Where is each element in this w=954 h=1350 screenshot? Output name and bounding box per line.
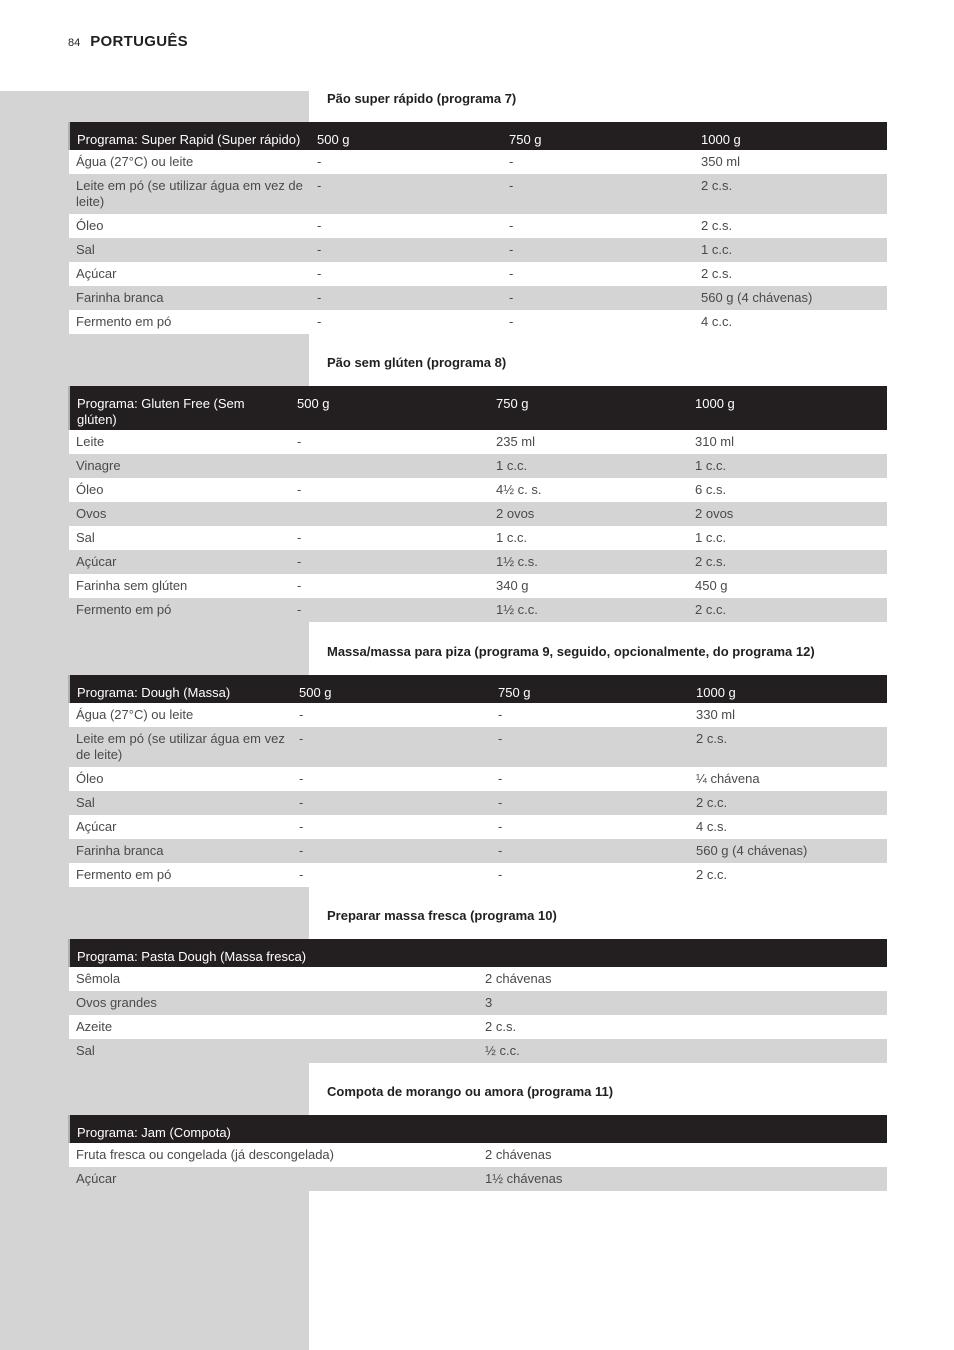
table-cell: - <box>292 863 491 887</box>
table-header-row <box>69 1115 887 1143</box>
table-cell: - <box>310 238 502 262</box>
column-header: Programa: Dough (Massa) <box>69 675 292 703</box>
section-title: Pão sem glúten (programa 8) <box>327 355 507 370</box>
table-row <box>69 310 887 334</box>
table-row <box>69 767 887 791</box>
table-cell: Sal <box>69 238 310 262</box>
table-cell: - <box>290 526 489 550</box>
section-title: Pão super rápido (programa 7) <box>327 91 517 106</box>
table-cell: - <box>502 286 694 310</box>
table-cell: - <box>292 767 491 791</box>
table-cell: 2 chávenas <box>478 967 887 991</box>
table-cell: - <box>502 214 694 238</box>
table-header-row <box>69 675 887 703</box>
table-cell: - <box>290 430 489 454</box>
table-cell: 1 c.c. <box>688 454 887 478</box>
table-cell: Sal <box>69 791 292 815</box>
table-row <box>69 550 887 574</box>
column-header: Programa: Gluten Free (Sem glúten) <box>69 386 290 430</box>
table-cell: Leite <box>69 430 290 454</box>
table-cell: - <box>290 550 489 574</box>
table-cell: - <box>310 214 502 238</box>
table-cell: 2 c.s. <box>694 174 887 214</box>
column-header: Programa: Jam (Compota) <box>69 1115 887 1143</box>
table-cell: 560 g (4 chávenas) <box>694 286 887 310</box>
table-cell: Açúcar <box>69 550 290 574</box>
table-row <box>69 1167 887 1191</box>
table-cell: - <box>310 286 502 310</box>
table-row <box>69 703 887 727</box>
table-row <box>69 286 887 310</box>
recipe-section-gluten-free <box>68 355 886 622</box>
column-header: 750 g <box>491 675 689 703</box>
table-cell: - <box>292 703 491 727</box>
page-header <box>68 33 188 50</box>
table-header-row <box>69 122 887 150</box>
table-cell: - <box>502 310 694 334</box>
table-cell: 340 g <box>489 574 688 598</box>
column-header: 500 g <box>292 675 491 703</box>
column-header: Programa: Pasta Dough (Massa fresca) <box>69 939 887 967</box>
table-row <box>69 214 887 238</box>
table-cell: Fruta fresca ou congelada (já descongelada) <box>69 1143 478 1167</box>
table-cell: 235 ml <box>489 430 688 454</box>
recipe-section-pasta-dough <box>68 908 886 1063</box>
table-cell: - <box>491 703 689 727</box>
table-cell: - <box>491 767 689 791</box>
table-cell: 1 c.c. <box>694 238 887 262</box>
table-cell <box>290 454 489 478</box>
table-cell: Farinha branca <box>69 286 310 310</box>
table-cell: 2 c.s. <box>689 727 887 767</box>
table-cell: Ovos <box>69 502 290 526</box>
table-row <box>69 262 887 286</box>
table-cell: Leite em pó (se utilizar água em vez de leite) <box>69 727 292 767</box>
table-cell: ½ c.c. <box>478 1039 887 1063</box>
table-row <box>69 574 887 598</box>
table-cell: Azeite <box>69 1015 478 1039</box>
column-header: 750 g <box>502 122 694 150</box>
table-row <box>69 174 887 214</box>
table-header-row <box>69 939 887 967</box>
table-row <box>69 1015 887 1039</box>
table-row <box>69 863 887 887</box>
table-cell: - <box>502 174 694 214</box>
table-cell: Sêmola <box>69 967 478 991</box>
table-cell: 1½ chávenas <box>478 1167 887 1191</box>
recipe-section-jam <box>68 1084 886 1191</box>
table-cell: Açúcar <box>69 815 292 839</box>
table-cell: Farinha sem glúten <box>69 574 290 598</box>
column-header: 500 g <box>310 122 502 150</box>
column-header: 1000 g <box>688 386 887 430</box>
table-cell: Fermento em pó <box>69 598 290 622</box>
table-cell: - <box>292 839 491 863</box>
table-cell: 4 c.s. <box>689 815 887 839</box>
table-cell: - <box>502 150 694 174</box>
table-cell <box>290 502 489 526</box>
table-cell: Óleo <box>69 214 310 238</box>
table-row <box>69 150 887 174</box>
table-cell: Óleo <box>69 478 290 502</box>
page-number: 84 <box>68 37 81 49</box>
table-cell: 3 <box>478 991 887 1015</box>
table-cell: - <box>290 574 489 598</box>
table-cell: 330 ml <box>689 703 887 727</box>
table-cell: 4½ c. s. <box>489 478 688 502</box>
table-cell: 1 c.c. <box>489 526 688 550</box>
table-cell: - <box>310 174 502 214</box>
table-cell: Óleo <box>69 767 292 791</box>
table-cell: - <box>491 727 689 767</box>
table-row <box>69 238 887 262</box>
table-row <box>69 727 887 767</box>
recipe-table <box>68 122 887 334</box>
table-row <box>69 454 887 478</box>
column-header: 500 g <box>290 386 489 430</box>
table-cell: 2 c.s. <box>478 1015 887 1039</box>
table-row <box>69 839 887 863</box>
column-header: 1000 g <box>689 675 887 703</box>
table-cell: ¼ chávena <box>689 767 887 791</box>
table-cell: Açúcar <box>69 1167 478 1191</box>
recipe-section-super-rapid <box>68 91 886 334</box>
table-cell: - <box>310 262 502 286</box>
table-cell: 1 c.c. <box>489 454 688 478</box>
table-row <box>69 598 887 622</box>
table-cell: Água (27°C) ou leite <box>69 150 310 174</box>
table-cell: 2 c.s. <box>694 262 887 286</box>
recipe-table <box>68 1115 887 1191</box>
table-cell: Sal <box>69 526 290 550</box>
table-row <box>69 791 887 815</box>
table-row <box>69 502 887 526</box>
table-row <box>69 430 887 454</box>
table-cell: Fermento em pó <box>69 310 310 334</box>
table-cell: - <box>310 150 502 174</box>
table-cell: Açúcar <box>69 262 310 286</box>
recipe-table <box>68 675 887 887</box>
column-header: Programa: Super Rapid (Super rápido) <box>69 122 310 150</box>
table-cell: - <box>491 815 689 839</box>
table-cell: 450 g <box>688 574 887 598</box>
recipe-section-dough <box>68 644 886 887</box>
table-row <box>69 967 887 991</box>
table-cell: 350 ml <box>694 150 887 174</box>
section-title: Compota de morango ou amora (programa 11) <box>327 1084 614 1099</box>
table-row <box>69 815 887 839</box>
recipe-table <box>68 386 887 622</box>
table-cell: 310 ml <box>688 430 887 454</box>
table-cell: - <box>292 727 491 767</box>
table-cell: - <box>290 478 489 502</box>
table-cell: Leite em pó (se utilizar água em vez de leite) <box>69 174 310 214</box>
table-row <box>69 526 887 550</box>
table-cell: 1½ c.c. <box>489 598 688 622</box>
column-header: 1000 g <box>694 122 887 150</box>
table-cell: 2 chávenas <box>478 1143 887 1167</box>
table-cell: Fermento em pó <box>69 863 292 887</box>
table-cell: Água (27°C) ou leite <box>69 703 292 727</box>
table-row <box>69 1039 887 1063</box>
table-cell: 2 c.s. <box>688 550 887 574</box>
table-row <box>69 991 887 1015</box>
table-cell: 6 c.s. <box>688 478 887 502</box>
language-heading: PORTUGUÊS <box>90 33 188 50</box>
table-row <box>69 1143 887 1167</box>
column-header: 750 g <box>489 386 688 430</box>
table-cell: - <box>491 863 689 887</box>
table-header-row <box>69 386 887 430</box>
table-cell: Farinha branca <box>69 839 292 863</box>
section-title: Preparar massa fresca (programa 10) <box>327 908 557 923</box>
table-cell: - <box>491 791 689 815</box>
table-row <box>69 478 887 502</box>
table-cell: Sal <box>69 1039 478 1063</box>
table-cell: - <box>502 238 694 262</box>
table-cell: 560 g (4 chávenas) <box>689 839 887 863</box>
table-cell: 2 ovos <box>489 502 688 526</box>
table-cell: - <box>502 262 694 286</box>
table-cell: Vinagre <box>69 454 290 478</box>
table-cell: 2 ovos <box>688 502 887 526</box>
recipe-table <box>68 939 887 1063</box>
table-cell: 1½ c.s. <box>489 550 688 574</box>
table-cell: 1 c.c. <box>688 526 887 550</box>
table-cell: 2 c.c. <box>688 598 887 622</box>
table-cell: - <box>292 815 491 839</box>
table-cell: - <box>310 310 502 334</box>
table-cell: - <box>292 791 491 815</box>
table-cell: - <box>290 598 489 622</box>
table-cell: 4 c.c. <box>694 310 887 334</box>
table-cell: 2 c.s. <box>694 214 887 238</box>
table-cell: 2 c.c. <box>689 791 887 815</box>
section-title: Massa/massa para piza (programa 9, seguido, opcionalmente, do programa 12) <box>327 644 815 659</box>
table-cell: - <box>491 839 689 863</box>
table-cell: 2 c.c. <box>689 863 887 887</box>
table-cell: Ovos grandes <box>69 991 478 1015</box>
